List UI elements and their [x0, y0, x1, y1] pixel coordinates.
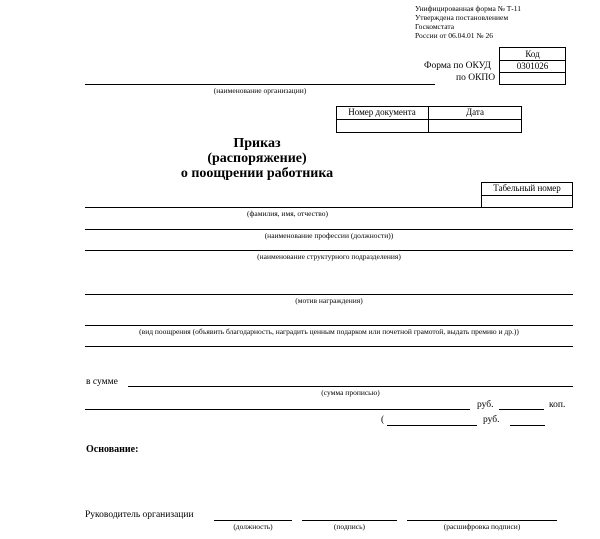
doc-number-field[interactable]: [336, 120, 428, 132]
sum-words-line[interactable]: [128, 386, 573, 387]
motive-caption: (мотив награждения): [295, 296, 363, 305]
org-name-line[interactable]: [85, 84, 435, 85]
basis-label: Основание:: [86, 444, 139, 455]
rub-label-2: руб.: [483, 415, 500, 425]
fio-caption: (фамилия, имя, отчество): [247, 209, 328, 218]
tab-number-field[interactable]: [481, 196, 573, 207]
form-header-line-4: России от 06.04.01 № 26: [415, 31, 493, 40]
form-header-line-2: Утверждена постановлением: [415, 13, 509, 22]
decode-caption: (расшифровка подписи): [443, 522, 521, 531]
reward-type-line[interactable]: [85, 325, 573, 326]
okud-label: Форма по ОКУД: [424, 61, 491, 71]
profession-line[interactable]: [85, 229, 573, 230]
codes-divider-2: [499, 72, 566, 73]
kop-field-line-2[interactable]: [510, 425, 545, 426]
reward-type-line-2[interactable]: [85, 346, 573, 347]
sum-digits-line[interactable]: [387, 425, 477, 426]
okud-value[interactable]: 0301026: [516, 61, 549, 71]
form-header-line-1: Унифицированная форма № Т-11: [415, 4, 522, 13]
org-caption: (наименование организации): [213, 86, 307, 95]
position-caption: (должность): [233, 522, 273, 531]
motive-line[interactable]: [85, 294, 573, 295]
title-line-3: о поощрении работника: [180, 166, 334, 181]
sign-caption: (подпись): [333, 522, 366, 531]
sum-label: в сумме: [86, 377, 118, 387]
profession-caption: (наименование профессии (должности)): [264, 231, 394, 240]
division-caption: (наименование структурного подразделения): [257, 252, 401, 261]
okpo-label: по ОКПО: [456, 73, 496, 83]
sum-words-line-2[interactable]: [85, 409, 470, 410]
position-line[interactable]: [214, 520, 292, 521]
sum-caption: (сумма прописью): [321, 388, 380, 397]
doc-number-header: Номер документа: [348, 107, 416, 117]
doc-date-field[interactable]: [428, 120, 522, 132]
kop-field-line[interactable]: [499, 409, 544, 410]
title-line-1: Приказ: [233, 136, 281, 151]
doc-date-header: Дата: [466, 107, 484, 117]
sign-line[interactable]: [302, 520, 397, 521]
rub-label-1: руб.: [477, 400, 494, 410]
title-line-2: (распоряжение): [207, 151, 307, 166]
signature-label: Руководитель организации: [85, 510, 194, 520]
fio-line[interactable]: [85, 207, 481, 208]
kod-label: Код: [525, 49, 540, 59]
paren-open: (: [381, 415, 385, 425]
kop-label: коп.: [549, 400, 566, 410]
tab-number-header: Табельный номер: [493, 183, 561, 193]
form-header: [415, 4, 521, 40]
form-header-line-3: Госкомстата: [415, 22, 455, 31]
decode-line[interactable]: [407, 520, 557, 521]
reward-type-caption: (вид поощрения (объявить благодарность, наградить ценным подарком или почетной грамотой, выдать премию и др.)): [139, 327, 519, 336]
division-line[interactable]: [85, 250, 573, 251]
